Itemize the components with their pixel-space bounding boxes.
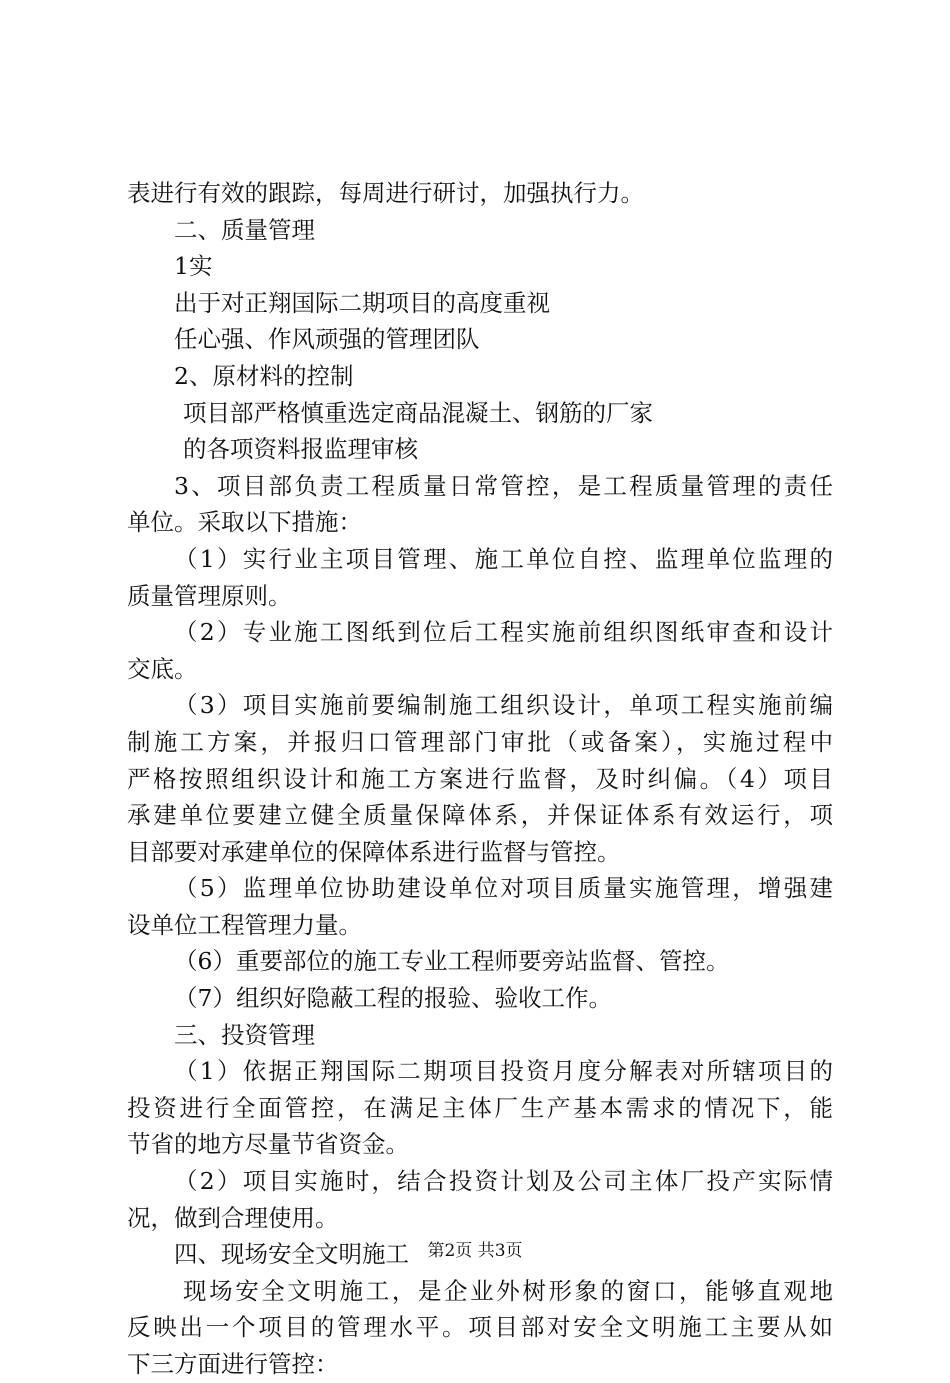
text-line: 反映出一个项目的管理水平。项目部对安全文明施工主要从如: [127, 1313, 833, 1342]
text-line: 下三方面进行管控：: [127, 1350, 339, 1378]
text-line: （1）依据正翔国际二期项目投资月度分解表对所辖项目的: [174, 1057, 833, 1086]
section-heading-investment: 三、投资管理: [174, 1020, 315, 1049]
text-line: （1）实行业主项目管理、施工单位自控、监理单位监理的: [174, 544, 833, 573]
text-line: 3、项目部负责工程质量日常管控，是工程质量管理的责任: [174, 471, 833, 500]
text-line: 出于对正翔国际二期项目的高度重视: [174, 288, 550, 317]
text-line: 单位。采取以下措施：: [127, 508, 362, 537]
text-line: 承建单位要建立健全质量保障体系，并保证体系有效运行，项: [127, 801, 833, 830]
text-line: 项目部严格慎重选定商品混凝土、钢筋的厂家: [183, 398, 653, 427]
text-line: 制施工方案，并报归口管理部门审批（或备案），实施过程中: [127, 727, 833, 756]
text-line: （2）项目实施时，结合投资计划及公司主体厂投产实际情: [174, 1167, 833, 1196]
text-line: 质量管理原则。: [127, 581, 292, 610]
text-line: 节省的地方尽量节省资金。: [127, 1130, 409, 1159]
text-line: 目部要对承建单位的保障体系进行监督与管控。: [127, 837, 621, 866]
text-line: 交底。: [127, 654, 198, 683]
text-line: （2）专业施工图纸到位后工程实施前组织图纸审查和设计: [174, 618, 833, 647]
text-line: （7）组织好隐蔽工程的报验、验收工作。: [174, 984, 612, 1013]
text-line: 1实: [174, 252, 213, 281]
text-line: 严格按照组织设计和施工方案进行监督，及时纠偏。（4）项目: [127, 764, 833, 793]
text-line: 现场安全文明施工，是企业外树形象的窗口，能够直观地: [183, 1276, 833, 1305]
text-line: 设单位工程管理力量。: [127, 910, 362, 939]
document-body: [127, 175, 833, 1383]
text-line: 任心强、作风顽强的管理团队: [174, 325, 480, 354]
text-line: 投资进行全面管控，在满足主体厂生产基本需求的情况下，能: [127, 1093, 833, 1122]
page-number-footer: 第2页 共3页: [427, 1241, 523, 1261]
text-line: （3）项目实施前要编制施工组织设计，单项工程实施前编: [174, 691, 833, 720]
section-heading-safety: 四、现场安全文明施工: [174, 1240, 409, 1269]
text-line: （6）重要部位的施工专业工程师要旁站监督、管控。: [174, 947, 730, 976]
text-line: （5）监理单位协助建设单位对项目质量实施管理，增强建: [174, 874, 833, 903]
text-line: 表进行有效的跟踪，每周进行研讨，加强执行力。: [127, 179, 644, 207]
text-line: 的各项资料报监理审核: [183, 435, 418, 464]
text-line: 况，做到合理使用。: [127, 1203, 339, 1232]
section-heading-quality: 二、质量管理: [174, 215, 315, 244]
text-line: 2、原材料的控制: [174, 361, 354, 390]
